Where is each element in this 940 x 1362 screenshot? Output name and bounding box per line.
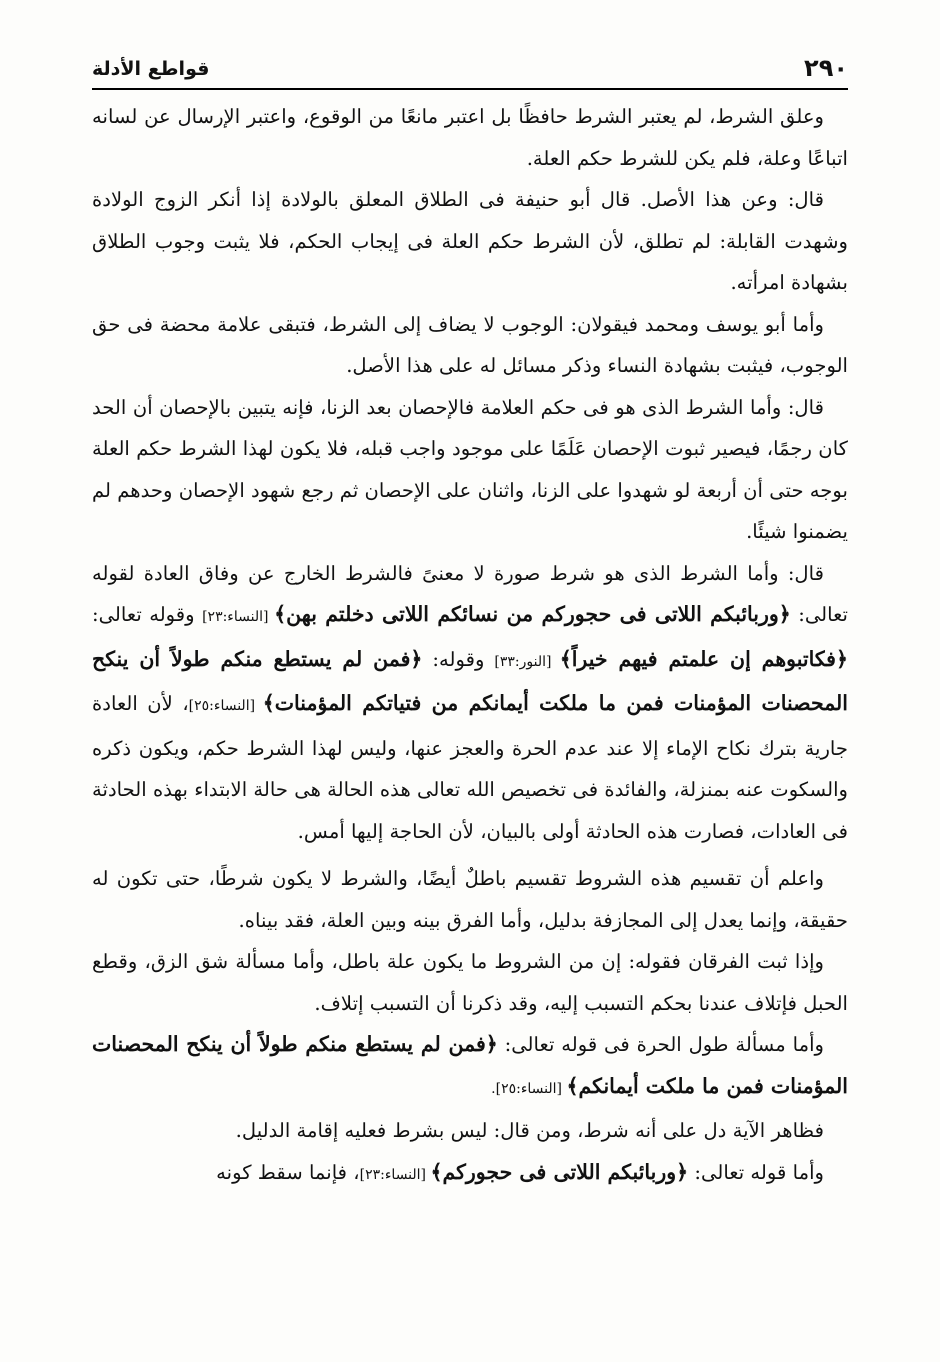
quran-verse: ﴿فمن لم يستطع منكم طولاً أن ينكح المحصنات المؤمنات فمن ما ملكت أيمانكم من فتياتكم المؤمنات﴾ [92,646,848,715]
quran-verse: ﴿وربائبكم اللاتى فى حجوركم﴾ [430,1159,689,1184]
paragraph-text: وعلق الشرط، لم يعتبر الشرط حافظًا بل اعتبر مانعًا من الوقوع، واعتبر الإرسال عن لسانه اتباعًا وعلة، فلم يكن للشرط حكم العلة. [92,105,848,170]
paragraph-text: ، فإنما سقط كونه [216,1160,360,1184]
running-title: قواطع الأدلة [92,58,210,80]
paragraph-text: وقوله تعالى: [92,603,203,626]
verse-reference: [النساء:٢٥]. [491,1080,567,1097]
paragraph [92,941,848,1024]
paragraph-text: وقوله: [422,647,495,671]
paragraph-text: ، لأن العادة جارية بترك نكاح الإماء إلا عند عدم الحرة والعجز عنها، وليس لهذا الشرط حكم، ويكون ذكره والسكوت عنه بمنزلة، والفائدة فى تخصيص الله تعالى هذه الحالة هى حالة الابتداء بهذه الحادثة فى العادات، فصارت هذه الحادثة أولى بالبيان، لأن الحاجة إليها أمس. [92,692,848,843]
page-number: ٢٩٠ [804,54,848,82]
verse-reference: [النساء:٢٣] [202,609,275,625]
paragraph [92,387,848,553]
page-body [92,96,848,1196]
paragraph [92,553,848,853]
verse-reference: [النور:٣٣] [494,653,560,670]
verse-reference: [النساء:٢٥] [188,698,263,714]
paragraph [92,1110,848,1152]
paragraph [92,1152,848,1197]
paragraph-text: وأما قوله تعالى: [688,1160,824,1184]
paragraph [92,304,848,387]
paragraph [92,96,848,179]
paragraph [92,179,848,304]
paragraph-text: وأما مسألة طول الحرة فى قوله تعالى: [497,1033,824,1056]
paragraph-text: واعلم أن تقسيم هذه الشروط تقسيم باطلٌ أيضًا، والشرط لا يكون شرطًا، حتى تكون له حقيقة، وإنما يعدل إلى المجازفة بدليل، وأما الفرق بينه وبين العلة، فقد بيناه. [92,867,848,932]
quran-verse: ﴿فكاتبوهم إن علمتم فيهم خيراً﴾ [559,646,848,671]
paragraph-text: قال: وعن هذا الأصل. قال أبو حنيفة فى الطلاق المعلق بالولادة إذا أنكر الزوج الولادة وشهدت القابلة: لم تطلق، لأن الشرط حكم العلة فى إيجاب الحكم، فلا يثبت وجوب الطلاق بشهادة امرأته. [92,188,848,294]
paragraph-text: وأما أبو يوسف ومحمد فيقولان: الوجوب لا يضاف إلى الشرط، فتبقى علامة محضة فى حق الوجوب، فيثبت بشهادة النساء وذكر مسائل له على هذا الأصل. [92,312,848,377]
page-header [92,52,848,90]
quran-verse: ﴿فمن لم يستطع منكم طولاً أن ينكح المحصنات المؤمنات فمن ما ملكت أيمانكم﴾ [92,1032,848,1098]
paragraph-text: قال: وأما الشرط الذى هو شرط صورة لا معنىً فالشرط الخارج عن وفاق العادة لقوله تعالى: [92,561,849,626]
paragraph [92,858,848,941]
paragraph-text: قال: وأما الشرط الذى هو فى حكم العلامة فالإحصان بعد الزنا، فإنه يتبين بالإحصان أن الحد كان رجمًا، فيصير ثبوت الإحصان عَلَمًا على موجود واجب قبله، فلا يكون لهذا الشرط حكم العلة بوجه حتى أن أربعة لو شهدوا على الزنا، واثنان على الإحصان ثم رجع شهود الإحصان وحدهم لم يضمنوا شيئًا. [92,395,848,543]
paragraph-text: وإذا ثبت الفرقان فقوله: إن من الشروط ما يكون علة باطل، وأما مسألة شق الزق، وقطع الحبل فإتلاف عندنا بحكم التسبب إليه، وقد ذكرنا أن التسبب إتلاف. [92,950,848,1015]
paragraph [92,1024,848,1110]
paragraph-text: فظاهر الآية دل على أنه شرط، ومن قال: ليس بشرط فعليه إقامة الدليل. [235,1119,824,1142]
verse-reference: [النساء:٢٣] [359,1166,431,1183]
quran-verse: ﴿وربائبكم اللاتى فى حجوركم من نسائكم اللاتى دخلتم بهن﴾ [274,602,791,626]
